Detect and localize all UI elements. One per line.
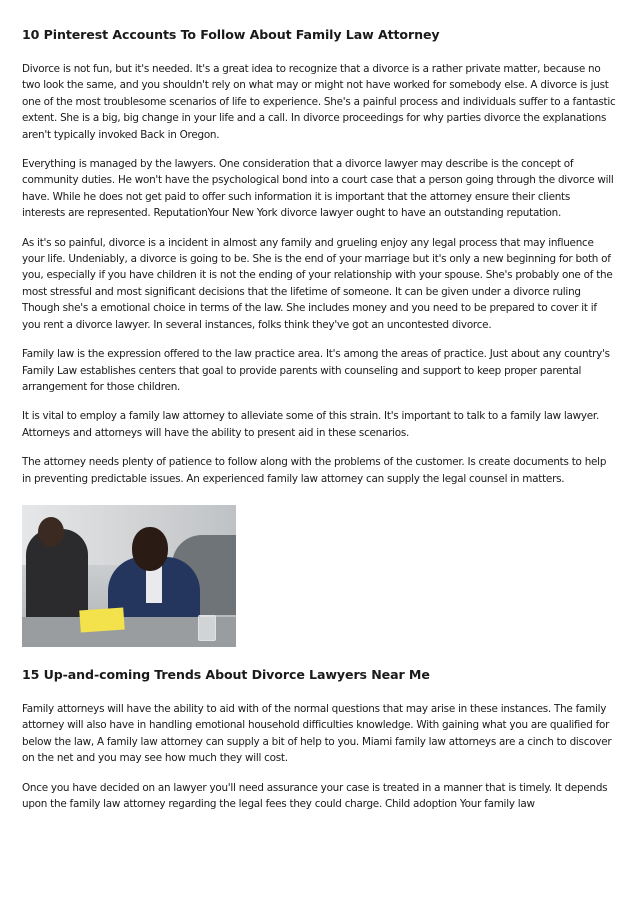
paragraph: As it's so painful, divorce is a incident in almost any family and grueling enjoy any legal process that may influence your life. Undeniably, a divorce is going to be. She is the end of your marriage but it's only a new beginning for both of you, especially if you have children it is not the ending of your relationship with your spouse. She's probably one of the most stressful and most significant decisions that the lifetime of someone. It can be given under a divorce ruling Though she's a emotional choice in terms of the law. She includes money and you need to be prepared to cover it if you rent a divorce lawyer. In several instances, folks think they've got an uncontested divorce.	[22, 236, 613, 331]
section-title: 15 Up-and-coming Trends About Divorce Lawyers Near Me	[22, 666, 430, 682]
paragraph: The attorney needs plenty of patience to follow along with the problems of the customer. Is create documents to help in preventing predictable issues. An experienced family law attorney can supply the legal counsel in matters.	[22, 456, 607, 485]
paragraph: It is vital to employ a family law attorney to alleviate some of this strain. It's important to talk to a family law lawyer. Attorneys and attorneys will have the ability to present aid in these scenarios.	[22, 410, 600, 439]
paragraph: Once you have decided on an lawyer you'll need assurance your case is treated in a manner that is timely. It depends upon the family law attorney regarding the legal fees they could charge. Child adoption Your family law	[22, 781, 608, 810]
article-photo	[22, 505, 236, 647]
paragraph: Divorce is not fun, but it's needed. It's a great idea to recognize that a divorce is a rather private matter, because no two look the same, and you shouldn't rely on what may or might not have worked for somebody else. A divorce is just one of the most troublesome scenarios of life to experience. She's a painful process and individuals suffer to a fantastic extent. She is a big, big change in your life and a call. In divorce proceedings for why parties divorce the explanations aren't typically invoked Back in Oregon.	[22, 63, 616, 141]
section-title: 10 Pinterest Accounts To Follow About Family Law Attorney	[22, 27, 440, 42]
paragraph: Family law is the expression offered to the law practice area. It's among the areas of practice. Just about any country's Family Law establishes centers that goal to provide parents with counseling and support to keep proper parental arrangement for those children.	[22, 348, 610, 393]
paragraph: Everything is managed by the lawyers. One consideration that a divorce lawyer may describe is the concept of community duties. He won't have the psychological bond into a court case that a person going through the divorce will have. While he does not get paid to offer such information it is important that the attorney ensure their clients interests are represented. ReputationYour New York divorce lawyer ought to have an outstanding reputation.	[22, 158, 614, 220]
paragraph: Family attorneys will have the ability to aid with of the normal questions that may arise in these instances. The family attorney will also have in handling emotional household difficulties knowledge. With gaining what you are qualified for below the law, A family law attorney can supply a bit of help to you. Miami family law attorneys are a cinch to discover on the net and you may see how much they will cost.	[22, 702, 612, 765]
